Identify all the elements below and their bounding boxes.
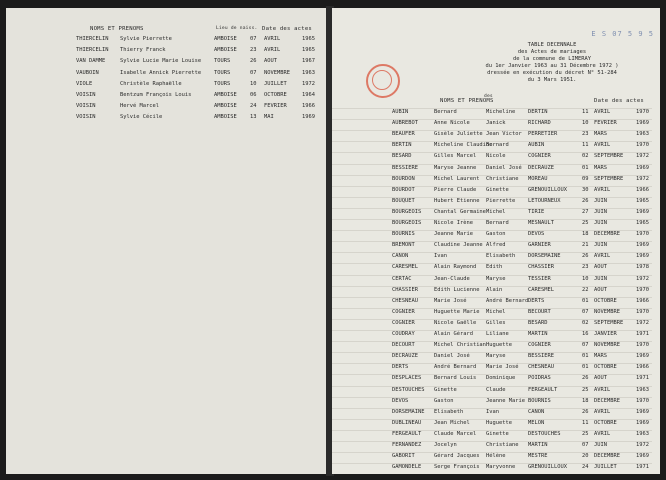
- act-year: 1972: [636, 153, 649, 160]
- register-title: [482, 42, 622, 84]
- spouse-surname: GARNIER: [528, 242, 551, 249]
- spouse-given-names: Gaston: [486, 231, 506, 238]
- act-year: 1965: [636, 197, 649, 204]
- spouse-given-names: Liliane: [486, 331, 509, 337]
- act-month: AOUT: [594, 375, 607, 382]
- act-month: AOUT: [594, 286, 607, 293]
- spouse-surname: LETOURNEUX: [528, 197, 561, 204]
- act-day: 11: [582, 419, 589, 426]
- act-year: 1969: [636, 120, 649, 127]
- surname: DECRAUZE: [392, 353, 418, 360]
- act-day: 18: [582, 231, 589, 238]
- act-month: JUILLET: [264, 80, 287, 87]
- act-year: 1966: [636, 297, 649, 304]
- given-names: Isabelle Annick Pierrette: [120, 69, 202, 76]
- act-day: 30: [582, 186, 589, 193]
- spouse-given-names: Micheline: [486, 109, 516, 115]
- spouse-surname: MESNAULT: [528, 220, 554, 226]
- given-names: Bernard: [434, 109, 457, 115]
- act-day: 01: [582, 297, 589, 304]
- given-names: Gilles Marcel: [434, 153, 477, 160]
- spouse-surname: TIRIE: [528, 208, 545, 215]
- spouse-surname: COGNIER: [528, 153, 551, 160]
- given-names: Chantal Germaine: [434, 208, 486, 215]
- spouse-surname: AUBIN: [528, 142, 545, 149]
- surname: COGNIER: [392, 319, 415, 326]
- act-day: 07: [250, 69, 257, 76]
- act-year: 1969: [636, 408, 649, 415]
- act-day: 11: [582, 109, 589, 115]
- surname: BOURDOT: [392, 186, 415, 193]
- spouse-surname: FERGEAULT: [528, 386, 558, 393]
- spouse-given-names: Christiane: [486, 175, 519, 182]
- surname: DEVOS: [392, 397, 409, 404]
- surname: GABORIT: [392, 453, 415, 460]
- title-line: TABLE DECENNALE: [527, 42, 577, 48]
- spouse-given-names: Edith: [486, 264, 503, 271]
- act-year: 1963: [636, 430, 649, 437]
- act-month: JUILLET: [594, 464, 617, 471]
- given-names: Ivan: [434, 253, 447, 260]
- surname: BOUQUET: [392, 197, 415, 204]
- act-day: 23: [250, 47, 257, 54]
- spouse-given-names: Pierrette: [486, 197, 516, 204]
- birthplace: TOURS: [214, 69, 231, 76]
- title-line: du 3 Mars 1951.: [527, 77, 577, 83]
- act-month: NOVEMBRE: [594, 308, 620, 315]
- spouse-surname: MARTIN: [528, 442, 548, 448]
- spouse-surname: MESTRE: [528, 453, 548, 460]
- surname: CANON: [392, 253, 409, 260]
- spouse-surname: POIDRAS: [528, 375, 551, 382]
- right-header-spouse: des: [484, 94, 493, 99]
- surname: AUBIN: [392, 109, 409, 115]
- given-names: Serge François: [434, 464, 480, 471]
- spouse-given-names: Ivan: [486, 408, 499, 415]
- surname: DESTOUCHES: [392, 386, 425, 393]
- surname: BOURNIS: [392, 231, 415, 238]
- spouse-surname: DESTOUCHES: [528, 430, 561, 437]
- act-day: 21: [582, 242, 589, 249]
- act-day: 26: [582, 375, 589, 382]
- surname: CERTAC: [392, 275, 412, 282]
- act-day: 23: [582, 264, 589, 271]
- act-month: MAI: [264, 114, 274, 121]
- surname: DECOURT: [392, 342, 415, 349]
- left-header-place: Lieu de naiss.: [216, 26, 258, 31]
- spouse-given-names: Alain: [486, 286, 503, 293]
- spouse-surname: CHESNEAU: [528, 364, 554, 371]
- act-year: 1970: [636, 308, 649, 315]
- given-names: Hervé Marcel: [120, 103, 159, 110]
- spouse-surname: CARESMEL: [528, 286, 554, 293]
- act-year: 1963: [302, 69, 315, 76]
- act-year: 1964: [302, 92, 315, 98]
- act-day: 27: [582, 208, 589, 215]
- act-month: SEPTEMBRE: [594, 319, 624, 326]
- given-names: Claudine Jeanne: [434, 242, 483, 249]
- spouse-surname: MELON: [528, 419, 545, 426]
- surname: AUBREBOT: [392, 120, 418, 127]
- given-names: Alain Gérard: [434, 331, 473, 337]
- given-names: Bernard Louis: [434, 375, 477, 382]
- spouse-given-names: Marie José: [486, 364, 519, 371]
- given-names: Jean Michel: [434, 419, 470, 426]
- surname: BERTIN: [392, 142, 412, 149]
- spouse-given-names: Daniel José: [486, 164, 522, 171]
- given-names: Edith Lucienne: [434, 286, 480, 293]
- act-year: 1965: [302, 47, 315, 54]
- act-year: 1970: [636, 342, 649, 349]
- act-month: SEPTEMBRE: [594, 175, 624, 182]
- surname: DERTS: [392, 364, 409, 371]
- surname: BESSIERE: [392, 164, 418, 171]
- spouse-given-names: Elisabeth: [486, 253, 516, 260]
- given-names: Michel Laurent: [434, 175, 480, 182]
- act-year: 1972: [636, 319, 649, 326]
- surname: BOURGEOIS: [392, 220, 422, 226]
- act-year: 1972: [636, 275, 649, 282]
- spouse-given-names: Bernard: [486, 142, 509, 149]
- act-month: MARS: [594, 164, 607, 171]
- given-names: Sylvie Cécile: [120, 114, 163, 121]
- spouse-given-names: Dominique: [486, 375, 516, 382]
- spouse-given-names: Nicole: [486, 153, 506, 160]
- act-year: 1970: [636, 286, 649, 293]
- act-month: AVRIL: [264, 47, 281, 54]
- act-month: JUIN: [594, 275, 607, 282]
- spouse-surname: DERTIN: [528, 109, 548, 115]
- act-day: 20: [582, 453, 589, 460]
- act-year: 1969: [636, 253, 649, 260]
- surname: CHASSIER: [392, 286, 418, 293]
- spouse-surname: DERTS: [528, 297, 545, 304]
- birthplace: TOURS: [214, 80, 231, 87]
- act-year: 1969: [302, 114, 315, 121]
- given-names: Pierre Claude: [434, 186, 477, 193]
- spouse-given-names: Christiane: [486, 442, 519, 448]
- act-day: 16: [582, 331, 589, 337]
- act-day: 24: [250, 103, 257, 110]
- surname: BREMONT: [392, 242, 415, 249]
- act-day: 25: [582, 430, 589, 437]
- given-names: Gérard Jacques: [434, 453, 480, 460]
- act-month: JANVIER: [594, 331, 617, 337]
- act-year: 1965: [636, 220, 649, 226]
- act-year: 1978: [636, 264, 649, 271]
- given-names: Claude Marcel: [434, 430, 477, 437]
- act-year: 1971: [636, 331, 649, 337]
- act-day: 07: [250, 36, 257, 42]
- act-month: AVRIL: [594, 430, 611, 437]
- surname: BOURGEOIS: [392, 208, 422, 215]
- title-line: des Actes de mariages: [517, 49, 587, 55]
- spouse-given-names: Michel: [486, 208, 506, 215]
- surname: VOISIN: [76, 103, 96, 110]
- spouse-surname: BECOURT: [528, 308, 551, 315]
- surname: VAN DAMME: [76, 58, 106, 65]
- act-month: AVRIL: [594, 109, 611, 115]
- spouse-surname: DECRAUZE: [528, 164, 554, 171]
- act-day: 26: [582, 197, 589, 204]
- act-year: 1969: [636, 242, 649, 249]
- surname: THIERCELIN: [76, 36, 109, 42]
- act-day: 10: [582, 275, 589, 282]
- spouse-surname: COGNIER: [528, 342, 551, 349]
- act-month: SEPTEMBRE: [594, 153, 624, 160]
- spouse-given-names: Ginette: [486, 430, 509, 437]
- surname: DESPLACES: [392, 375, 422, 382]
- given-names: Hubert Etienne: [434, 197, 480, 204]
- given-names: Ginette: [434, 386, 457, 393]
- act-year: 1966: [636, 186, 649, 193]
- surname: BOURDON: [392, 175, 415, 182]
- act-month: AVRIL: [264, 36, 281, 42]
- spouse-given-names: Ginette: [486, 186, 509, 193]
- given-names: Maryse Jeanne: [434, 164, 477, 171]
- surname: DORSEMAINE: [392, 408, 425, 415]
- surname: CHESNEAU: [392, 297, 418, 304]
- act-year: 1970: [636, 231, 649, 238]
- act-day: 10: [250, 80, 257, 87]
- spouse-surname: BESSIERE: [528, 353, 554, 360]
- act-day: 24: [582, 464, 589, 471]
- act-day: 09: [582, 175, 589, 182]
- left-header-names: NOMS ET PRENOMS: [90, 26, 144, 32]
- spouse-surname: BESARD: [528, 319, 548, 326]
- given-names: Jean-Claude: [434, 275, 470, 282]
- act-month: JUIN: [594, 242, 607, 249]
- act-day: 02: [582, 319, 589, 326]
- surname: VOISIN: [76, 92, 96, 98]
- surname: COUDRAY: [392, 331, 415, 337]
- act-month: JUIN: [594, 220, 607, 226]
- act-day: 10: [582, 120, 589, 127]
- spouse-surname: BOURNIS: [528, 397, 551, 404]
- act-year: 1971: [636, 464, 649, 471]
- birthplace: TOURS: [214, 58, 231, 65]
- surname: THIERCELIN: [76, 47, 109, 54]
- act-year: 1963: [636, 131, 649, 138]
- act-day: 13: [250, 114, 257, 121]
- spouse-given-names: Huguette: [486, 342, 512, 349]
- act-month: OCTOBRE: [594, 364, 617, 371]
- act-year: 1972: [636, 175, 649, 182]
- surname: VIOLE: [76, 80, 93, 87]
- surname: FERNANDEZ: [392, 442, 422, 448]
- spouse-surname: DORSEMAINE: [528, 253, 561, 260]
- given-names: Nicole Irène: [434, 220, 473, 226]
- spouse-given-names: Maryvonne: [486, 464, 516, 471]
- municipal-seal: [366, 64, 400, 98]
- given-names: Sylvie Lucie Marie Louise: [120, 58, 202, 65]
- given-names: Micheline Claudine: [434, 142, 493, 149]
- act-day: 26: [582, 408, 589, 415]
- left-page: [6, 8, 328, 474]
- act-month: DECEMBRE: [594, 453, 620, 460]
- act-month: AVRIL: [594, 408, 611, 415]
- given-names: Marie José: [434, 297, 467, 304]
- spouse-surname: MARTIN: [528, 331, 548, 337]
- title-line: de la commune de LIMERAY: [513, 56, 591, 62]
- act-day: 07: [582, 442, 589, 448]
- act-year: 1969: [636, 164, 649, 171]
- act-month: AVRIL: [594, 142, 611, 149]
- act-month: AVRIL: [594, 386, 611, 393]
- surname: VOISIN: [76, 114, 96, 121]
- given-names: Bentzum François Louis: [120, 92, 192, 98]
- birthplace: AMBOISE: [214, 114, 237, 121]
- spouse-surname: GRENOUILLOUX: [528, 464, 567, 471]
- spouse-surname: TESSIER: [528, 275, 551, 282]
- act-year: 1969: [636, 208, 649, 215]
- act-day: 23: [582, 131, 589, 138]
- surname: COGNIER: [392, 308, 415, 315]
- birthplace: AMBOISE: [214, 47, 237, 54]
- birthplace: AMBOISE: [214, 103, 237, 110]
- act-day: 01: [582, 164, 589, 171]
- left-header-dates: Date des actes: [262, 26, 312, 32]
- given-names: Alain Raymond: [434, 264, 477, 271]
- table-row: [332, 463, 652, 474]
- spouse-surname: DEVOS: [528, 231, 545, 238]
- act-month: FEVRIER: [594, 120, 617, 127]
- act-day: 06: [250, 92, 257, 98]
- spouse-given-names: Hélène: [486, 453, 506, 460]
- act-month: NOVEMBRE: [264, 69, 290, 76]
- surname: CARESMEL: [392, 264, 418, 271]
- act-day: 07: [582, 342, 589, 349]
- act-month: AOUT: [594, 264, 607, 271]
- spouse-given-names: Alfred: [486, 242, 506, 249]
- surname: BESARD: [392, 153, 412, 160]
- given-names: André Bernard: [434, 364, 477, 371]
- spouse-surname: GRENOUILLOUX: [528, 186, 567, 193]
- spouse-given-names: Claude: [486, 386, 506, 393]
- right-header-names: NOMS ET PRENOMS: [440, 98, 494, 104]
- act-month: DECEMBRE: [594, 397, 620, 404]
- surname: FERGEAULT: [392, 430, 422, 437]
- act-day: 07: [582, 308, 589, 315]
- birthplace: AMBOISE: [214, 36, 237, 42]
- act-year: 1971: [636, 375, 649, 382]
- spouse-given-names: Jeanne Marie: [486, 397, 525, 404]
- spouse-given-names: Maryse: [486, 275, 506, 282]
- spouse-surname: CANON: [528, 408, 545, 415]
- act-year: 1969: [636, 419, 649, 426]
- act-month: MARS: [594, 131, 607, 138]
- act-month: FEVRIER: [264, 103, 287, 110]
- spouse-surname: CHASSIER: [528, 264, 554, 271]
- act-month: AVRIL: [594, 186, 611, 193]
- spouse-surname: MOREAU: [528, 175, 548, 182]
- act-year: 1963: [636, 386, 649, 393]
- surname: BEAUFER: [392, 131, 415, 138]
- act-year: 1965: [302, 36, 315, 42]
- given-names: Jocelyn: [434, 442, 457, 448]
- given-names: Thierry Franck: [120, 47, 166, 54]
- spouse-given-names: Janick: [486, 120, 506, 127]
- act-month: OCTOBRE: [264, 92, 287, 98]
- given-names: Anne Nicole: [434, 120, 470, 127]
- spouse-surname: RICHARD: [528, 120, 551, 127]
- given-names: Daniel José: [434, 353, 470, 360]
- act-day: 22: [582, 286, 589, 293]
- given-names: Sylvie Pierrette: [120, 36, 172, 42]
- spouse-surname: PERRETIER: [528, 131, 558, 138]
- given-names: Jeanne Marie: [434, 231, 473, 238]
- title-line: du 1er Janvier 1963 au 31 Décembre 1972 ): [485, 63, 619, 69]
- birthplace: AMBOISE: [214, 92, 237, 98]
- act-month: NOVEMBRE: [594, 342, 620, 349]
- act-month: JUIN: [594, 197, 607, 204]
- spouse-given-names: Jean Victor: [486, 131, 522, 138]
- act-year: 1970: [636, 109, 649, 115]
- act-year: 1970: [636, 142, 649, 149]
- given-names: Gisèle Juliette: [434, 131, 483, 138]
- act-day: 01: [582, 353, 589, 360]
- act-day: 26: [582, 253, 589, 260]
- given-names: Elisabeth: [434, 408, 464, 415]
- act-day: 18: [582, 397, 589, 404]
- surname: GAMONDELE: [392, 464, 422, 471]
- spouse-given-names: André Bernard: [486, 297, 529, 304]
- given-names: Huguette Marie: [434, 308, 480, 315]
- given-names: Nicole Gaëlle: [434, 319, 477, 326]
- given-names: Michel Christian: [434, 342, 486, 349]
- act-year: 1966: [302, 103, 315, 110]
- right-header-dates: Date des actes: [594, 98, 644, 104]
- spouse-given-names: Maryse: [486, 353, 506, 360]
- surname: VAUBOIN: [76, 69, 99, 76]
- spouse-given-names: Gilles: [486, 319, 506, 326]
- act-month: OCTOBRE: [594, 419, 617, 426]
- act-month: AVRIL: [594, 253, 611, 260]
- table-row: [6, 114, 328, 127]
- archive-reference: E S 07 5 9 5: [591, 30, 654, 38]
- act-month: OCTOBRE: [594, 297, 617, 304]
- spouse-given-names: Huguette: [486, 419, 512, 426]
- act-month: DECEMBRE: [594, 231, 620, 238]
- given-names: Gaston: [434, 397, 454, 404]
- act-year: 1970: [636, 397, 649, 404]
- act-day: 01: [582, 364, 589, 371]
- act-month: JUIN: [594, 442, 607, 448]
- right-page: [332, 8, 660, 474]
- act-day: 25: [582, 220, 589, 226]
- act-year: 1972: [302, 80, 315, 87]
- act-day: 02: [582, 153, 589, 160]
- act-day: 11: [582, 142, 589, 149]
- spouse-given-names: Bernard: [486, 220, 509, 226]
- title-line: dressée en exécution du décret N° 51-284: [487, 70, 617, 76]
- surname: DUBLINEAU: [392, 419, 422, 426]
- act-year: 1972: [636, 442, 649, 448]
- act-year: 1969: [636, 453, 649, 460]
- act-day: 26: [250, 58, 257, 65]
- act-year: 1969: [636, 353, 649, 360]
- act-month: JUIN: [594, 208, 607, 215]
- act-month: AOUT: [264, 58, 277, 65]
- act-year: 1966: [636, 364, 649, 371]
- spouse-given-names: Michel: [486, 308, 506, 315]
- act-day: 25: [582, 386, 589, 393]
- act-year: 1967: [302, 58, 315, 65]
- given-names: Christèle Raphaëlle: [120, 80, 182, 87]
- act-month: MARS: [594, 353, 607, 360]
